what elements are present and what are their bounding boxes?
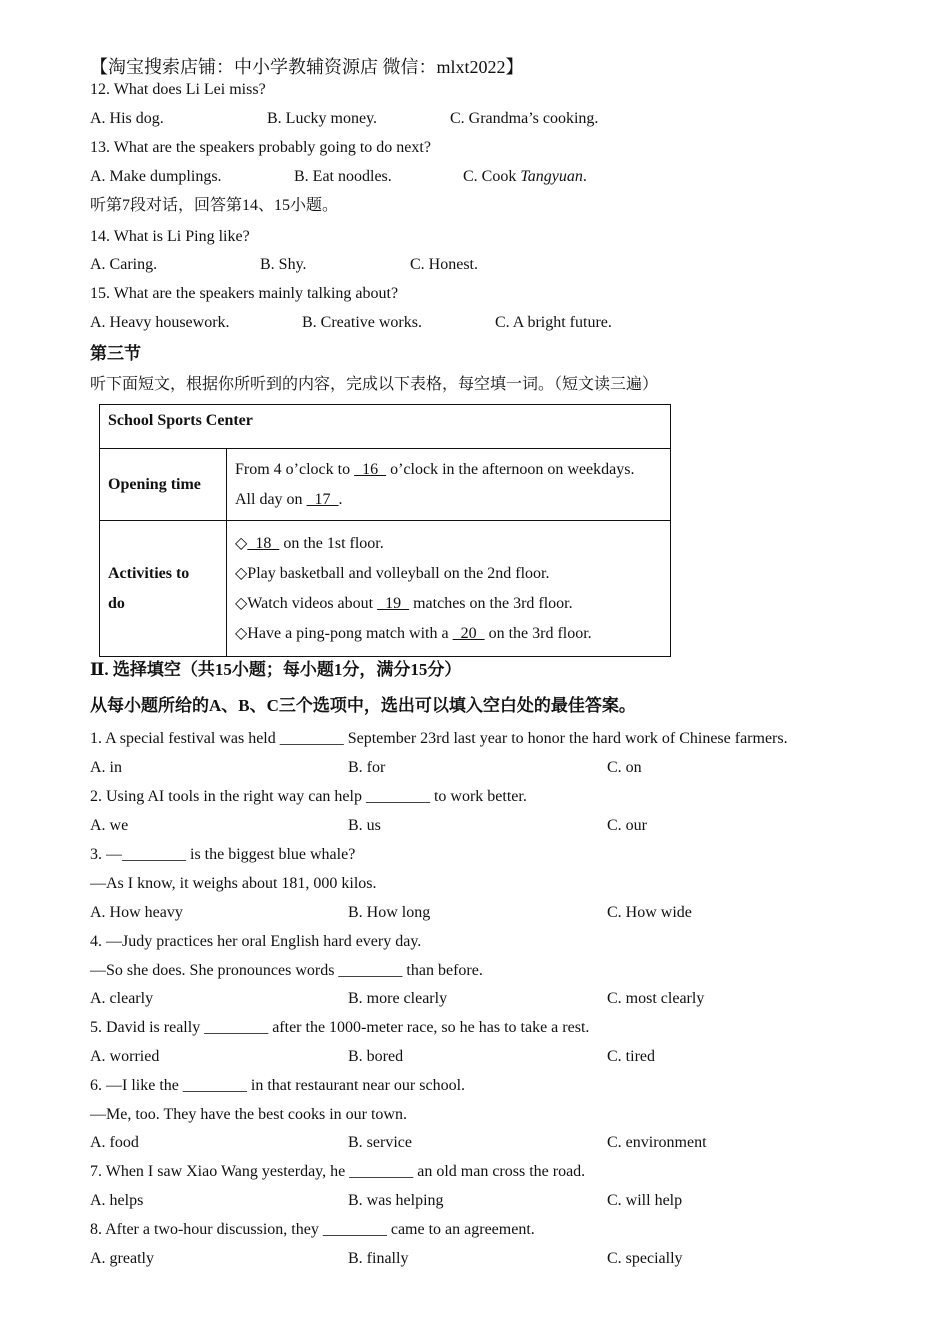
p2-q4-option-c: C. most clearly [607, 990, 705, 1007]
q13-option-c-suffix: . [582, 168, 587, 185]
section-3-title: 第三节 [90, 344, 141, 363]
p2-q5-option-c: C. tired [607, 1048, 655, 1065]
dialog-7-instruction: 听第7段对话，回答第14、15小题。 [90, 197, 339, 214]
shop-header: 【淘宝搜索店铺：中小学教辅资源店 微信：mlxt2022】 [90, 57, 524, 77]
p2-q2-option-a: A. we [90, 817, 129, 834]
question-14-stem: 14. What is Li Ping like? [90, 228, 250, 245]
activity-3-post: matches on the 3rd floor. [409, 594, 573, 612]
opening-time-line-2-pre: All day on [235, 490, 307, 508]
p2-q8-option-a: A. greatly [90, 1250, 154, 1267]
section-3-instruction: 听下面短文，根据你所听到的内容，完成以下表格，每空填一词。（短文读三遍） [90, 376, 659, 393]
activity-1 [235, 529, 662, 559]
blank-17: 17 [306, 490, 339, 508]
part-2-title: Ⅱ. 选择填空（共15小题；每小题1分，满分15分） [90, 660, 462, 679]
p2-question-6-reply: —Me, too. They have the best cooks in our town. [90, 1106, 407, 1123]
activity-3-pre: ◇Watch videos about [235, 594, 378, 612]
question-13-stem: 13. What are the speakers probably going to do next? [90, 139, 431, 156]
p2-q7-option-b: B. was helping [348, 1192, 444, 1209]
p2-q8-option-c: C. specially [607, 1250, 683, 1267]
p2-q8-option-b: B. finally [348, 1250, 409, 1267]
p2-q4-option-a: A. clearly [90, 990, 154, 1007]
q14-option-b: B. Shy. [260, 256, 307, 273]
question-15-stem: 15. What are the speakers mainly talking about? [90, 285, 399, 302]
p2-q5-option-b: B. bored [348, 1048, 404, 1065]
p2-q1-option-b: B. for [348, 759, 386, 776]
p2-question-3-stem: 3. —________ is the biggest blue whale? [90, 846, 356, 863]
activity-4 [235, 619, 662, 649]
activities-label-line-2: do [108, 594, 125, 612]
activity-4-post: on the 3rd floor. [484, 624, 592, 642]
p2-question-5-stem: 5. David is really ________ after the 1000-meter race, so he has to take a rest. [90, 1019, 590, 1036]
opening-time-line-1-post: o’clock in the afternoon on weekdays. [386, 460, 635, 478]
p2-q1-option-a: A. in [90, 759, 122, 776]
p2-q1-option-c: C. on [607, 759, 642, 776]
p2-q4-option-b: B. more clearly [348, 990, 448, 1007]
p2-question-8-stem: 8. After a two-hour discussion, they ________ came to an agreement. [90, 1221, 535, 1238]
p2-q3-option-c: C. How wide [607, 904, 692, 921]
p2-q7-option-c: C. will help [607, 1192, 683, 1209]
sports-center-table [99, 404, 671, 657]
p2-q6-option-a: A. food [90, 1134, 139, 1151]
p2-q3-option-b: B. How long [348, 904, 431, 921]
q14-option-c: C. Honest. [410, 256, 478, 273]
p2-question-7-stem: 7. When I saw Xiao Wang yesterday, he ________ an old man cross the road. [90, 1163, 586, 1180]
opening-time-line-2 [235, 485, 662, 515]
p2-question-2-stem: 2. Using AI tools in the right way can help ________ to work better. [90, 788, 527, 805]
p2-question-3-reply: —As I know, it weighs about 181, 000 kilos. [90, 875, 377, 892]
q15-option-a: A. Heavy housework. [90, 314, 230, 331]
opening-time-cell [227, 449, 671, 521]
p2-q3-option-a: A. How heavy [90, 904, 183, 921]
question-12-stem: 12. What does Li Lei miss? [90, 81, 266, 98]
blank-18: 18 [247, 534, 280, 552]
p2-q2-option-b: B. us [348, 817, 381, 834]
activities-cell [227, 521, 671, 657]
p2-question-6-stem: 6. —I like the ________ in that restaurant near our school. [90, 1077, 466, 1094]
p2-q6-option-b: B. service [348, 1134, 412, 1151]
activity-1-bullet: ◇ [235, 534, 248, 552]
blank-20: 20 [452, 624, 485, 642]
q12-option-a: A. His dog. [90, 110, 164, 127]
p2-question-1-stem: 1. A special festival was held ________ September 23rd last year to honor the hard work of Chinese farmers. [90, 730, 788, 747]
q12-option-c: C. Grandma’s cooking. [450, 110, 599, 127]
q13-option-b: B. Eat noodles. [294, 168, 392, 185]
activities-label [100, 521, 227, 657]
opening-time-line-2-post: . [338, 490, 343, 508]
p2-question-4-reply: —So she does. She pronounces words ________ than before. [90, 962, 483, 979]
q13-option-c [463, 167, 587, 187]
q14-option-a: A. Caring. [90, 256, 158, 273]
opening-time-line-1 [235, 455, 662, 485]
activity-1-post: on the 1st floor. [279, 534, 384, 552]
activity-3 [235, 589, 662, 619]
blank-16: 16 [354, 460, 387, 478]
part-2-instruction: 从每小题所给的A、B、C三个选项中，选出可以填入空白处的最佳答案。 [90, 696, 636, 715]
q15-option-c: C. A bright future. [495, 314, 612, 331]
p2-q7-option-a: A. helps [90, 1192, 144, 1209]
opening-time-line-1-pre: From 4 o’clock to [235, 460, 355, 478]
table-title: School Sports Center [100, 405, 671, 449]
activities-label-line-1: Activities to [108, 564, 190, 582]
q13-option-c-italic: Tangyuan [520, 168, 583, 185]
p2-q6-option-c: C. environment [607, 1134, 707, 1151]
activity-4-pre: ◇Have a ping-pong match with a [235, 624, 453, 642]
opening-time-label: Opening time [100, 449, 227, 521]
activity-2: ◇Play basketball and volleyball on the 2nd floor. [235, 564, 550, 582]
p2-q5-option-a: A. worried [90, 1048, 160, 1065]
q12-option-b: B. Lucky money. [267, 110, 378, 127]
blank-19: 19 [377, 594, 410, 612]
q13-option-c-prefix: C. Cook [463, 168, 521, 185]
p2-question-4-stem: 4. —Judy practices her oral English hard every day. [90, 933, 422, 950]
p2-q2-option-c: C. our [607, 817, 647, 834]
q15-option-b: B. Creative works. [302, 314, 422, 331]
q13-option-a: A. Make dumplings. [90, 168, 222, 185]
